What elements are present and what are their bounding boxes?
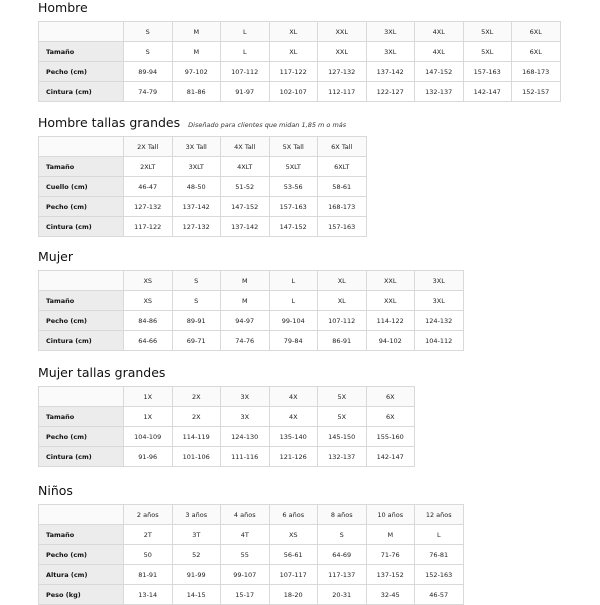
table-cell: 15-17 [221, 585, 270, 605]
header-row [39, 137, 367, 157]
table-cell: L [415, 525, 464, 545]
table-cell: 102-107 [269, 82, 318, 102]
table-cell: 86-91 [318, 331, 367, 351]
column-header: XS [124, 271, 173, 291]
header-corner-cell [39, 505, 124, 525]
column-header: XXL [366, 271, 415, 291]
table-row [39, 291, 464, 311]
table-cell: 1X [124, 407, 173, 427]
header-row [39, 271, 464, 291]
header-corner-cell [39, 271, 124, 291]
row-label: Pecho (cm) [39, 197, 124, 217]
section-title-row [38, 0, 561, 18]
row-label: Cintura (cm) [39, 331, 124, 351]
table-cell: 3XL [366, 42, 415, 62]
table-cell: 3X [221, 407, 270, 427]
table-cell: 122-127 [366, 82, 415, 102]
table-cell: 157-163 [269, 197, 318, 217]
table-cell: XS [124, 291, 173, 311]
table-cell: M [221, 291, 270, 311]
table-cell: 48-50 [172, 177, 221, 197]
row-label: Tamaño [39, 291, 124, 311]
table-cell: 168-173 [512, 62, 561, 82]
section-title: Mujer tallas grandes [38, 365, 166, 380]
table-cell: 157-163 [463, 62, 512, 82]
column-header: 3X Tall [172, 137, 221, 157]
table-row [39, 407, 415, 427]
size-table [38, 270, 464, 351]
table-cell: 99-107 [221, 565, 270, 585]
size-table [38, 504, 464, 605]
table-cell: 2X [172, 407, 221, 427]
table-cell: 51-52 [221, 177, 270, 197]
table-cell: 127-132 [124, 197, 173, 217]
table-cell: 18-20 [269, 585, 318, 605]
row-label: Cuello (cm) [39, 177, 124, 197]
table-cell: 155-160 [366, 427, 415, 447]
table-cell: 147-152 [269, 217, 318, 237]
section-hombre-tallas-grandes [38, 115, 367, 237]
table-cell: 91-99 [172, 565, 221, 585]
column-header: 4X [269, 387, 318, 407]
row-label: Pecho (cm) [39, 545, 124, 565]
table-cell: 3T [172, 525, 221, 545]
table-cell: 4X [269, 407, 318, 427]
table-cell: 121-126 [269, 447, 318, 467]
column-header: 5X Tall [269, 137, 318, 157]
table-cell: 168-173 [318, 197, 367, 217]
size-table [38, 136, 367, 237]
column-header: 12 años [415, 505, 464, 525]
table-cell: 89-91 [172, 311, 221, 331]
header-row [39, 387, 415, 407]
table-cell: 74-79 [124, 82, 173, 102]
column-header: 6X [366, 387, 415, 407]
table-cell: 107-112 [318, 311, 367, 331]
table-cell: 104-109 [124, 427, 173, 447]
table-cell: 137-142 [221, 217, 270, 237]
column-header: 3 años [172, 505, 221, 525]
table-row [39, 545, 464, 565]
column-header: 3XL [366, 22, 415, 42]
table-cell: 3XLT [172, 157, 221, 177]
table-cell: 13-14 [124, 585, 173, 605]
table-cell: 127-132 [172, 217, 221, 237]
table-cell: 147-152 [221, 197, 270, 217]
table-cell: 114-122 [366, 311, 415, 331]
table-cell: 56-61 [269, 545, 318, 565]
column-header: 2X [172, 387, 221, 407]
table-cell: 6X [366, 407, 415, 427]
row-label: Cintura (cm) [39, 82, 124, 102]
section-ninos [38, 483, 464, 605]
column-header: 8 años [318, 505, 367, 525]
table-cell: 14-15 [172, 585, 221, 605]
table-cell: 81-91 [124, 565, 173, 585]
table-cell: 94-102 [366, 331, 415, 351]
table-cell: 132-137 [415, 82, 464, 102]
column-header: 1X [124, 387, 173, 407]
table-cell: 104-112 [415, 331, 464, 351]
table-cell: 46-47 [124, 177, 173, 197]
row-label: Tamaño [39, 42, 124, 62]
table-cell: XL [318, 291, 367, 311]
column-header: 2X Tall [124, 137, 173, 157]
section-title-row [38, 115, 367, 133]
row-label: Pecho (cm) [39, 427, 124, 447]
table-cell: 111-116 [221, 447, 270, 467]
column-header: L [269, 271, 318, 291]
table-cell: S [172, 291, 221, 311]
column-header: 3XL [415, 271, 464, 291]
section-title: Hombre [38, 0, 88, 15]
row-label: Pecho (cm) [39, 62, 124, 82]
column-header: M [221, 271, 270, 291]
table-cell: 117-122 [124, 217, 173, 237]
section-title-row [38, 365, 415, 383]
table-cell: 74-76 [221, 331, 270, 351]
column-header: S [124, 22, 173, 42]
table-row [39, 82, 561, 102]
table-cell: 76-81 [415, 545, 464, 565]
table-cell: 107-112 [221, 62, 270, 82]
table-row [39, 427, 415, 447]
table-row [39, 585, 464, 605]
column-header: 4 años [221, 505, 270, 525]
header-row [39, 22, 561, 42]
table-cell: XXL [366, 291, 415, 311]
table-cell: 132-137 [318, 447, 367, 467]
section-mujer [38, 249, 464, 351]
row-label: Pecho (cm) [39, 311, 124, 331]
table-row [39, 447, 415, 467]
table-cell: 135-140 [269, 427, 318, 447]
table-cell: XS [269, 525, 318, 545]
column-header: XXL [318, 22, 367, 42]
table-cell: 97-102 [172, 62, 221, 82]
section-title: Niños [38, 483, 73, 498]
table-row [39, 197, 367, 217]
table-cell: 101-106 [172, 447, 221, 467]
table-row [39, 157, 367, 177]
table-cell: 89-94 [124, 62, 173, 82]
table-cell: 91-96 [124, 447, 173, 467]
table-cell: XXL [318, 42, 367, 62]
table-row [39, 331, 464, 351]
table-cell: 32-45 [366, 585, 415, 605]
table-cell: 6XL [512, 42, 561, 62]
table-cell: S [318, 525, 367, 545]
table-cell: 84-86 [124, 311, 173, 331]
table-row [39, 565, 464, 585]
table-cell: 112-117 [318, 82, 367, 102]
section-title-row [38, 249, 464, 267]
table-cell: 20-31 [318, 585, 367, 605]
table-row [39, 177, 367, 197]
table-cell: 127-132 [318, 62, 367, 82]
column-header: 2 años [124, 505, 173, 525]
table-cell: M [172, 42, 221, 62]
table-cell: S [124, 42, 173, 62]
column-header: XL [318, 271, 367, 291]
column-header: 4XL [415, 22, 464, 42]
table-cell: 81-86 [172, 82, 221, 102]
column-header: 4X Tall [221, 137, 270, 157]
table-cell: 117-137 [318, 565, 367, 585]
column-header: 10 años [366, 505, 415, 525]
table-cell: 4T [221, 525, 270, 545]
column-header: M [172, 22, 221, 42]
table-cell: 79-84 [269, 331, 318, 351]
section-title: Mujer [38, 249, 74, 264]
row-label: Altura (cm) [39, 565, 124, 585]
table-cell: 91-97 [221, 82, 270, 102]
table-cell: 4XLT [221, 157, 270, 177]
table-cell: 117-122 [269, 62, 318, 82]
header-corner-cell [39, 387, 124, 407]
table-cell: 142-147 [463, 82, 512, 102]
column-header: 6 años [269, 505, 318, 525]
column-header: S [172, 271, 221, 291]
table-cell: 99-104 [269, 311, 318, 331]
row-label: Cintura (cm) [39, 217, 124, 237]
section-title: Hombre tallas grandes [38, 115, 181, 130]
header-corner-cell [39, 137, 124, 157]
section-mujer-tallas-grandes [38, 365, 415, 467]
row-label: Peso (kg) [39, 585, 124, 605]
table-cell: 142-147 [366, 447, 415, 467]
table-row [39, 525, 464, 545]
section-note: Diseñado para clientes que midan 1,85 m o más [188, 121, 347, 129]
table-cell: 145-150 [318, 427, 367, 447]
size-table [38, 21, 561, 102]
table-cell: 152-157 [512, 82, 561, 102]
table-cell: 152-163 [415, 565, 464, 585]
table-cell: 46-57 [415, 585, 464, 605]
table-cell: 71-76 [366, 545, 415, 565]
table-cell: 64-66 [124, 331, 173, 351]
table-cell: 5XLT [269, 157, 318, 177]
row-label: Tamaño [39, 525, 124, 545]
table-cell: 69-71 [172, 331, 221, 351]
row-label: Tamaño [39, 157, 124, 177]
table-cell: 137-142 [366, 62, 415, 82]
table-row [39, 311, 464, 331]
table-cell: XL [269, 42, 318, 62]
table-cell: 5XL [463, 42, 512, 62]
table-cell: 58-61 [318, 177, 367, 197]
table-cell: 124-132 [415, 311, 464, 331]
size-table [38, 386, 415, 467]
header-row [39, 505, 464, 525]
table-cell: 52 [172, 545, 221, 565]
table-cell: 137-142 [172, 197, 221, 217]
table-cell: 124-130 [221, 427, 270, 447]
table-cell: 147-152 [415, 62, 464, 82]
table-cell: 2T [124, 525, 173, 545]
table-cell: 53-56 [269, 177, 318, 197]
table-cell: L [269, 291, 318, 311]
section-hombre [38, 0, 561, 102]
table-cell: 55 [221, 545, 270, 565]
column-header: 3X [221, 387, 270, 407]
column-header: 6X Tall [318, 137, 367, 157]
table-cell: 50 [124, 545, 173, 565]
column-header: 5XL [463, 22, 512, 42]
table-cell: 137-152 [366, 565, 415, 585]
table-cell: 64-69 [318, 545, 367, 565]
row-label: Cintura (cm) [39, 447, 124, 467]
table-row [39, 42, 561, 62]
section-title-row [38, 483, 464, 501]
table-cell: 6XLT [318, 157, 367, 177]
table-cell: 3XL [415, 291, 464, 311]
table-cell: L [221, 42, 270, 62]
table-cell: 94-97 [221, 311, 270, 331]
header-corner-cell [39, 22, 124, 42]
table-row [39, 62, 561, 82]
table-cell: 2XLT [124, 157, 173, 177]
column-header: L [221, 22, 270, 42]
table-cell: 157-163 [318, 217, 367, 237]
column-header: 6XL [512, 22, 561, 42]
table-cell: 107-117 [269, 565, 318, 585]
table-row [39, 217, 367, 237]
table-cell: 4XL [415, 42, 464, 62]
row-label: Tamaño [39, 407, 124, 427]
column-header: 5X [318, 387, 367, 407]
table-cell: 114-119 [172, 427, 221, 447]
table-cell: 5X [318, 407, 367, 427]
table-cell: M [366, 525, 415, 545]
column-header: XL [269, 22, 318, 42]
